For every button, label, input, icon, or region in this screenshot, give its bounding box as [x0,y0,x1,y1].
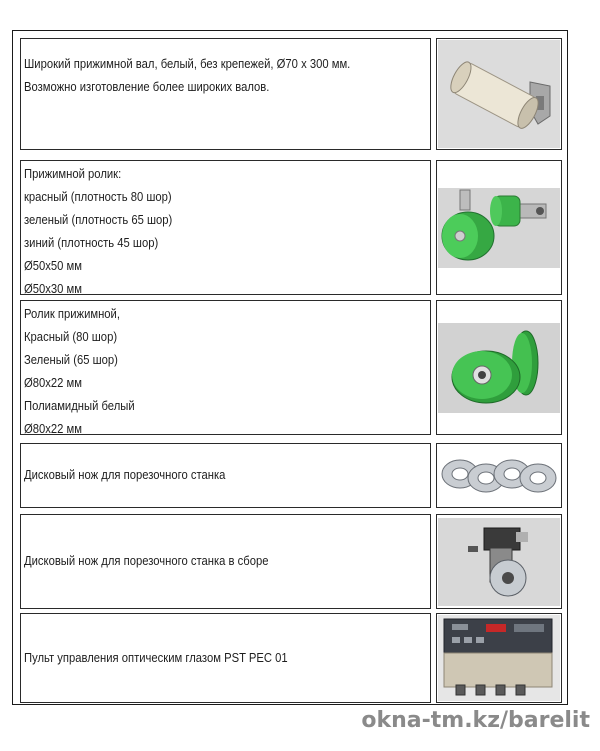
description-line: Широкий прижимной вал, белый, без крепежей, Ø70 х 300 мм. [24,57,351,71]
product-image-cell [436,514,562,609]
product-row-1 [20,38,562,150]
description-line: Красный (80 шор) [24,330,118,344]
description-line: Прижимной ролик: [24,167,122,181]
product-description [20,443,431,508]
description-line: Дисковый нож для порезочного станка в сборе [24,554,269,568]
description-line: Пульт управления оптическим глазом PST PEC 01 [24,650,288,665]
product-image-cell [436,38,562,150]
product-description [20,613,431,703]
product-row-3 [20,300,562,435]
disc-knives-image [438,448,560,504]
description-line: Ø80х22 мм [24,422,83,435]
description-line: красный (плотность 80 шор) [24,190,172,204]
description-line: Полиамидный белый [24,399,135,413]
green-pressure-rollers-image [438,188,560,268]
description-line: зеленый (плотность 65 шор) [24,213,173,227]
product-description [20,38,431,150]
product-row-4 [20,443,562,508]
description-line: Дисковый нож для порезочного станка [24,468,226,482]
product-description [20,514,431,609]
product-image-cell [436,300,562,435]
product-image-cell [436,160,562,295]
description-line: Возможно изготовление более широких валов. [24,80,270,94]
green-wheel-rollers-image [438,323,560,413]
product-image-cell [436,613,562,703]
product-row-2 [20,160,562,295]
description-line: Ø50х50 мм [24,259,83,273]
site-watermark: okna-tm.kz/barelit [361,708,590,733]
description-line: Ø80х22 мм [24,376,83,390]
product-row-5 [20,514,562,609]
product-description [20,300,431,435]
description-line: Зеленый (65 шор) [24,353,118,367]
product-row-6 [20,613,562,703]
description-line: Ø50х30 мм [24,282,83,295]
white-pressure-roller-image [438,40,560,148]
product-description [20,160,431,295]
control-panel-image [438,615,560,701]
description-line: зиний (плотность 45 шор) [24,236,159,250]
disc-knife-assembly-image [438,518,560,606]
product-image-cell [436,443,562,508]
description-line: Ролик прижимной, [24,307,120,321]
